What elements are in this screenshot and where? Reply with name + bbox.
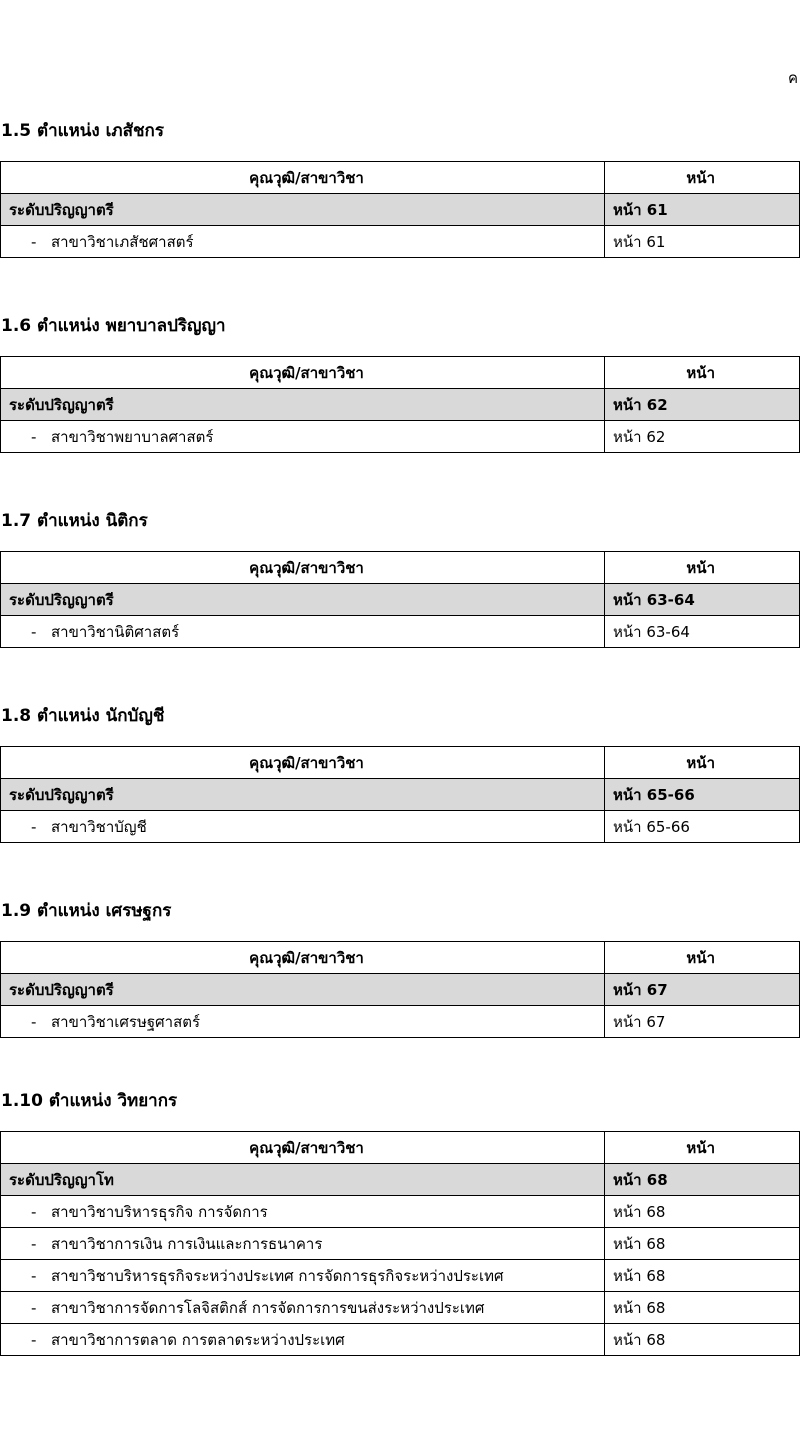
header-qualification: คุณวุฒิ/สาขาวิชา bbox=[1, 162, 605, 194]
level-page: หน้า 67 bbox=[605, 974, 800, 1006]
level-label: ระดับปริญญาตรี bbox=[1, 779, 605, 811]
subject-text: สาขาวิชาเศรษฐศาสตร์ bbox=[51, 1012, 201, 1031]
header-page: หน้า bbox=[605, 357, 800, 389]
corner-mark: ค bbox=[787, 69, 798, 87]
header-qualification: คุณวุฒิ/สาขาวิชา bbox=[1, 1132, 605, 1164]
level-row bbox=[1, 194, 800, 226]
level-row bbox=[1, 389, 800, 421]
qualification-table bbox=[0, 746, 800, 843]
section-title: 1.10 ตำแหน่ง วิทยากร bbox=[1, 1091, 178, 1111]
qualification-table bbox=[0, 551, 800, 648]
dash-marker: - bbox=[31, 1266, 37, 1285]
table-row bbox=[1, 1006, 800, 1038]
table-row bbox=[1, 421, 800, 453]
header-qualification: คุณวุฒิ/สาขาวิชา bbox=[1, 747, 605, 779]
header-qualification: คุณวุฒิ/สาขาวิชา bbox=[1, 552, 605, 584]
subject-cell bbox=[1, 616, 605, 648]
subject-text: สาขาวิชาพยาบาลศาสตร์ bbox=[51, 427, 214, 446]
subject-text: สาขาวิชาการจัดการโลจิสติกส์ การจัดการการขนส่งระหว่างประเทศ bbox=[51, 1298, 485, 1317]
subject-text: สาขาวิชาเภสัชศาสตร์ bbox=[51, 232, 194, 251]
subject-text: สาขาวิชาการเงิน การเงินและการธนาคาร bbox=[51, 1234, 323, 1253]
header-page: หน้า bbox=[605, 1132, 800, 1164]
qualification-table bbox=[0, 161, 800, 258]
level-page: หน้า 63-64 bbox=[605, 584, 800, 616]
header-qualification: คุณวุฒิ/สาขาวิชา bbox=[1, 942, 605, 974]
dash-marker: - bbox=[31, 817, 37, 836]
dash-marker: - bbox=[31, 427, 37, 446]
page-cell: หน้า 68 bbox=[605, 1292, 800, 1324]
section-title: 1.7 ตำแหน่ง นิติกร bbox=[1, 511, 148, 531]
dash-marker: - bbox=[31, 622, 37, 641]
page-cell: หน้า 68 bbox=[605, 1324, 800, 1356]
table-row bbox=[1, 1196, 800, 1228]
level-row bbox=[1, 584, 800, 616]
table-header-row bbox=[1, 357, 800, 389]
subject-cell bbox=[1, 1324, 605, 1356]
subject-text: สาขาวิชาบริหารธุรกิจระหว่างประเทศ การจัดการธุรกิจระหว่างประเทศ bbox=[51, 1266, 504, 1285]
header-qualification: คุณวุฒิ/สาขาวิชา bbox=[1, 357, 605, 389]
table-row bbox=[1, 226, 800, 258]
header-page: หน้า bbox=[605, 747, 800, 779]
level-label: ระดับปริญญาตรี bbox=[1, 194, 605, 226]
table-header-row bbox=[1, 552, 800, 584]
page-cell: หน้า 68 bbox=[605, 1228, 800, 1260]
level-page: หน้า 68 bbox=[605, 1164, 800, 1196]
level-label: ระดับปริญญาตรี bbox=[1, 974, 605, 1006]
dash-marker: - bbox=[31, 1330, 37, 1349]
subject-cell bbox=[1, 1196, 605, 1228]
level-label: ระดับปริญญาตรี bbox=[1, 584, 605, 616]
table-row bbox=[1, 811, 800, 843]
page-cell: หน้า 67 bbox=[605, 1006, 800, 1038]
level-label: ระดับปริญญาตรี bbox=[1, 389, 605, 421]
qualification-table bbox=[0, 941, 800, 1038]
subject-text: สาขาวิชาบริหารธุรกิจ การจัดการ bbox=[51, 1202, 268, 1221]
level-row bbox=[1, 974, 800, 1006]
header-page: หน้า bbox=[605, 162, 800, 194]
page-cell: หน้า 63-64 bbox=[605, 616, 800, 648]
table-header-row bbox=[1, 1132, 800, 1164]
level-label: ระดับปริญญาโท bbox=[1, 1164, 605, 1196]
dash-marker: - bbox=[31, 1202, 37, 1221]
page-cell: หน้า 65-66 bbox=[605, 811, 800, 843]
table-row bbox=[1, 1324, 800, 1356]
page-cell: หน้า 62 bbox=[605, 421, 800, 453]
subject-text: สาขาวิชาบัญชี bbox=[51, 817, 147, 836]
subject-text: สาขาวิชานิติศาสตร์ bbox=[51, 622, 180, 641]
page-cell: หน้า 68 bbox=[605, 1260, 800, 1292]
subject-cell bbox=[1, 1260, 605, 1292]
subject-cell bbox=[1, 1006, 605, 1038]
section-title: 1.8 ตำแหน่ง นักบัญชี bbox=[1, 706, 165, 726]
subject-cell bbox=[1, 226, 605, 258]
table-header-row bbox=[1, 747, 800, 779]
level-row bbox=[1, 1164, 800, 1196]
header-page: หน้า bbox=[605, 942, 800, 974]
header-page: หน้า bbox=[605, 552, 800, 584]
table-row bbox=[1, 1292, 800, 1324]
dash-marker: - bbox=[31, 1234, 37, 1253]
page-cell: หน้า 68 bbox=[605, 1196, 800, 1228]
section-title: 1.6 ตำแหน่ง พยาบาลปริญญา bbox=[1, 316, 226, 336]
page-cell: หน้า 61 bbox=[605, 226, 800, 258]
section-title: 1.5 ตำแหน่ง เภสัชกร bbox=[1, 121, 164, 141]
level-page: หน้า 65-66 bbox=[605, 779, 800, 811]
subject-cell bbox=[1, 811, 605, 843]
table-row bbox=[1, 1228, 800, 1260]
subject-text: สาขาวิชาการตลาด การตลาดระหว่างประเทศ bbox=[51, 1330, 345, 1349]
dash-marker: - bbox=[31, 1012, 37, 1031]
level-row bbox=[1, 779, 800, 811]
subject-cell bbox=[1, 1292, 605, 1324]
qualification-table bbox=[0, 1131, 800, 1356]
subject-cell bbox=[1, 1228, 605, 1260]
section-title: 1.9 ตำแหน่ง เศรษฐกร bbox=[1, 901, 172, 921]
table-header-row bbox=[1, 942, 800, 974]
table-header-row bbox=[1, 162, 800, 194]
table-row bbox=[1, 616, 800, 648]
table-row bbox=[1, 1260, 800, 1292]
dash-marker: - bbox=[31, 232, 37, 251]
level-page: หน้า 61 bbox=[605, 194, 800, 226]
subject-cell bbox=[1, 421, 605, 453]
dash-marker: - bbox=[31, 1298, 37, 1317]
qualification-table bbox=[0, 356, 800, 453]
level-page: หน้า 62 bbox=[605, 389, 800, 421]
